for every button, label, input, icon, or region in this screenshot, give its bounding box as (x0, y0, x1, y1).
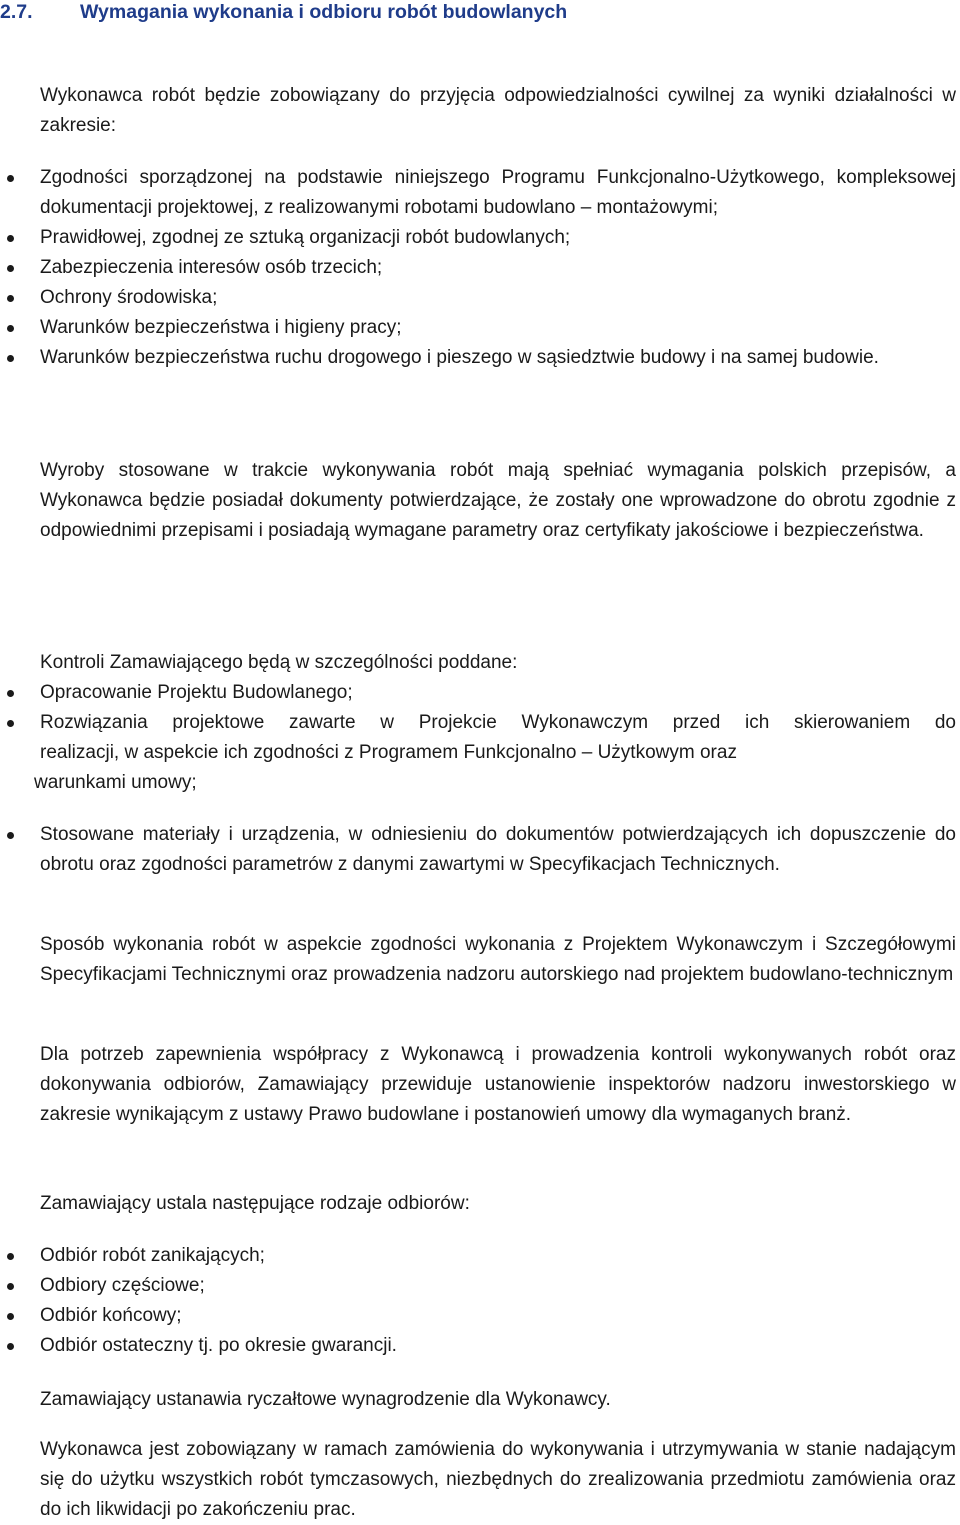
list-item: Odbiór robót zanikających; (40, 1241, 956, 1271)
section-number: 2.7. (0, 1, 33, 23)
bullet-icon (7, 325, 14, 332)
bullet-icon (7, 1313, 14, 1320)
bullet-icon (7, 720, 14, 727)
acceptance-list (40, 1241, 956, 1361)
bullet-icon (7, 1343, 14, 1350)
lump-sum-paragraph: Zamawiający ustanawia ryczałtowe wynagrodzenie dla Wykonawcy. (40, 1389, 611, 1410)
list-item: Opracowanie Projektu Budowlanego; (40, 678, 956, 708)
list-item: Ochrony środowiska; (40, 283, 956, 313)
list-item: Zabezpieczenia interesów osób trzecich; (40, 253, 956, 283)
bullet-icon (7, 690, 14, 697)
list-item: Warunków bezpieczeństwa i higieny pracy; (40, 313, 956, 343)
execution-paragraph: Sposób wykonania robót w aspekcie zgodności wykonania z Projektem Wykonawczym i Szczegółowymi Specyfikacjami Technicznymi oraz prowadzenia nadzoru autorskiego nad projektem budowlano-technicznym (40, 934, 956, 985)
list-item: Rozwiązania projektowe zawarte w Projekcie Wykonawczym przed ich skierowaniem do realizacji, w aspekcie ich zgodności z Programem Funkcjonalno – Użytkowym oraz warunkami umowy; (40, 708, 956, 798)
bullet-icon (7, 1253, 14, 1260)
list-item: Zgodności sporządzonej na podstawie niniejszego Programu Funkcjonalno-Użytkowego, kompleksowej dokumentacji projektowej, z realizowanymi robotami budowlano – montażowymi; (40, 163, 956, 223)
acceptance-intro: Zamawiający ustala następujące rodzaje odbiorów: (40, 1193, 470, 1214)
section-title: Wymagania wykonania i odbioru robót budowlanych (80, 1, 568, 23)
bullet-icon (7, 265, 14, 272)
bullet-icon (7, 235, 14, 242)
intro-paragraph: Wykonawca robót będzie zobowiązany do przyjęcia odpowiedzialności cywilnej za wyniki działalności w zakresie: (40, 85, 956, 136)
liability-list (40, 163, 956, 373)
products-paragraph: Wyroby stosowane w trakcie wykonywania robót mają spełniać wymagania polskich przepisów, a Wykonawca będzie posiadał dokumenty potwierdzające, że zostały one wprowadzone do obrotu zgodnie z odpowiednimi przepisami i posiadają wymagane parametry oraz certyfikaty jakościowe i bezpieczeństwa. (40, 460, 956, 541)
list-item: Odbiór końcowy; (40, 1301, 956, 1331)
temporary-works-paragraph: Wykonawca jest zobowiązany w ramach zamówienia do wykonywania i utrzymywania w stanie nadającym się do użytku wszystkich robót tymczasowych, niezbędnych do zrealizowania przedmiotu zamówienia oraz do ich likwidacji po zakończeniu prac. (40, 1439, 956, 1520)
section-heading (0, 0, 960, 26)
supervision-paragraph: Dla potrzeb zapewnienia współpracy z Wykonawcą i prowadzenia kontroli wykonywanych robót oraz dokonywania odbiorów, Zamawiający przewiduje ustanowienie inspektorów nadzoru inwestorskiego w zakresie wynikającym z ustawy Prawo budowlane i postanowień umowy dla wymaganych branż. (40, 1044, 956, 1125)
inspection-intro: Kontroli Zamawiającego będą w szczególności poddane: (40, 652, 518, 673)
list-item: Stosowane materiały i urządzenia, w odniesieniu do dokumentów potwierdzających ich dopuszczenie do obrotu oraz zgodności parametrów z danymi zawartymi w Specyfikacjach Technicznych. (40, 820, 956, 880)
bullet-icon (7, 1283, 14, 1290)
inspection-list (34, 678, 956, 880)
bullet-icon (7, 175, 14, 182)
list-item: Odbiory częściowe; (40, 1271, 956, 1301)
bullet-icon (7, 832, 14, 839)
list-item: Warunków bezpieczeństwa ruchu drogowego i pieszego w sąsiedztwie budowy i na samej budowie. (40, 343, 956, 373)
list-item: Prawidłowej, zgodnej ze sztuką organizacji robót budowlanych; (40, 223, 956, 253)
list-item: Odbiór ostateczny tj. po okresie gwarancji. (40, 1331, 956, 1361)
bullet-icon (7, 355, 14, 362)
bullet-icon (7, 295, 14, 302)
